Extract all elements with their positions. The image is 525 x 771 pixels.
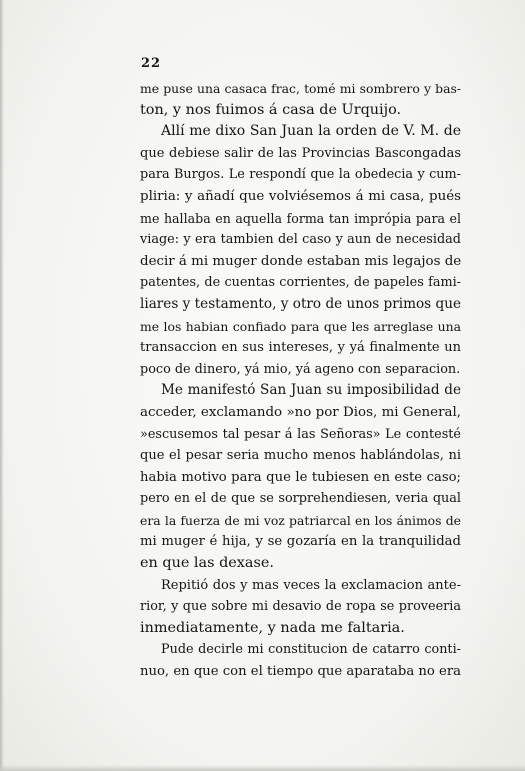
text-line: inmediatamente, y nada me faltaria.	[140, 619, 405, 636]
page-edge-shadow-bottom	[0, 765, 525, 771]
text-line: Repitió dos y mas veces la exclamacion ante-	[161, 577, 461, 593]
body-text	[140, 78, 461, 683]
paragraph	[140, 639, 461, 682]
text-line: acceder, exclamando »no por Dios, mi General,	[140, 404, 461, 420]
text-line: en que las dexase.	[140, 555, 274, 572]
text-line: mi muger é hija, y se gozaría en la tranquilidad	[140, 534, 461, 550]
text-line: patentes, de cuentas corrientes, de papeles fami-	[140, 275, 461, 291]
text-line: Me manifestó San Juan su imposibilidad de	[161, 382, 461, 399]
text-line: me los habian confiado para que les arreglase una	[140, 318, 461, 334]
text-line: decir á mi muger donde estaban mis legajos de	[140, 253, 462, 269]
page-number: 22	[141, 56, 162, 71]
text-line: nuo, en que con el tiempo que aparataba no era	[140, 664, 461, 680]
text-line: ton, y nos fuimos á casa de Urquijo.	[140, 101, 402, 118]
paragraph	[140, 575, 461, 640]
paragraph	[140, 380, 461, 574]
text-line: Allí me dixo San Juan la orden de V. M. de	[161, 123, 461, 140]
text-line: era la fuerza de mi voz patriarcal en los ánimos de	[140, 512, 461, 528]
text-line: pero en el de que se sorprehendiesen, veria qual	[140, 491, 461, 507]
text-line: pliria: y añadí que volviésemos á mi casa, pués	[140, 188, 461, 204]
text-line: que debiese salir de las Provincias Bascongadas	[140, 145, 461, 161]
text-line: Pude decirle mi constitucion de catarro conti-	[161, 642, 461, 658]
text-line: viage: y era tambien del caso y aun de necesidad	[140, 232, 461, 248]
text-line: me puse una casaca frac, tomé mi sombrero y bas-	[140, 81, 461, 96]
text-line: para Burgos. Le respondí que la obedecia y cum-	[140, 167, 461, 183]
text-line: poco de dinero, yá mio, yá ageno con separacion.	[140, 361, 461, 377]
text-line: me hallaba en aquella forma tan imprópia para el	[140, 210, 461, 226]
paragraph	[140, 121, 461, 380]
text-line: que el pesar seria mucho menos hablándolas, ni	[140, 448, 461, 464]
text-line: liares y testamento, y otro de unos primos que	[140, 295, 461, 312]
text-line: habia motivo para que le tubiesen en este caso;	[140, 469, 461, 485]
text-line: transaccion en sus intereses, y yá finalmente un	[140, 340, 461, 356]
text-line: »escusemos tal pesar á las Señoras» Le contesté	[140, 426, 461, 442]
page-edge-shadow-left	[0, 0, 4, 771]
paragraph	[140, 78, 461, 121]
text-line: rior, y que sobre mi desavio de ropa se proveeria	[140, 599, 461, 615]
